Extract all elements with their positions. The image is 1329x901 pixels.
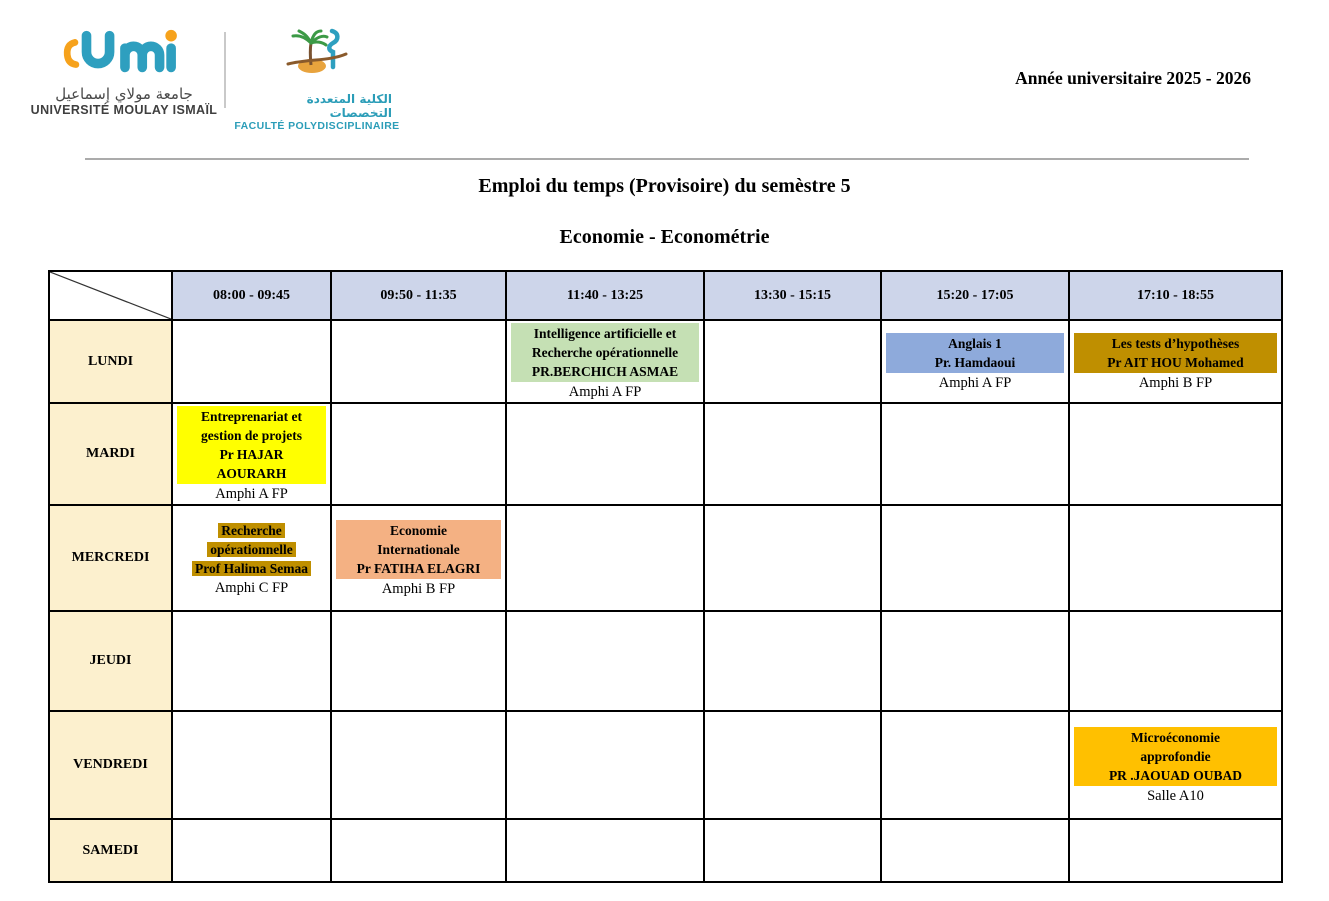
course-line: Recherche opérationnelle [531, 345, 679, 360]
course-line: AOURARH [216, 466, 287, 481]
time-header-row [49, 271, 1282, 320]
schedule-cell [506, 320, 704, 403]
schedule-cell [1069, 320, 1282, 403]
page-title: Emploi du temps (Provisoire) du semèstre 5 [478, 175, 851, 197]
schedule-cell [331, 403, 506, 505]
course-line [177, 521, 326, 540]
course-block [511, 323, 699, 382]
course-line: Pr. Hamdaoui [934, 354, 1016, 370]
faculty-name-latin: FACULTÉ POLYDISCIPLINAIRE [234, 120, 400, 132]
room-label: Amphi B FP [1138, 374, 1213, 391]
room-label: Amphi A FP [568, 384, 642, 400]
schedule-cell [704, 403, 881, 505]
schedule-cell [1069, 611, 1282, 711]
course-block [177, 406, 326, 484]
course-line: Pr FATIHA ELAGRI [356, 560, 481, 576]
schedule-cell [172, 611, 331, 711]
university-name-arabic: جامعة مولاي إسماعيل [55, 85, 193, 103]
page-header [0, 0, 1329, 132]
room-label: Amphi A FP [215, 486, 288, 502]
course-line: Anglais 1 [948, 335, 1002, 351]
day-label: SAMEDI [49, 819, 172, 882]
schedule-cell [331, 505, 506, 611]
course-line [177, 559, 326, 578]
palm-tree-icon [284, 28, 350, 91]
course-block [1074, 727, 1277, 786]
university-name-latin: UNIVERSITÉ MOULAY ISMAÏL [30, 103, 218, 117]
time-slot-header: 11:40 - 13:25 [506, 271, 704, 320]
day-label: MERCREDI [49, 505, 172, 611]
schedule-cell [331, 320, 506, 403]
corner-diagonal-icon [50, 272, 171, 319]
time-slot-header: 09:50 - 11:35 [331, 271, 506, 320]
logos-block [30, 28, 400, 132]
room-label: Salle A10 [1147, 787, 1204, 804]
room-label: Amphi C FP [214, 579, 289, 596]
schedule-cell [1069, 819, 1282, 882]
course-line-highlight: Recherche [218, 523, 284, 538]
logo-divider [224, 32, 226, 108]
course-line: Intelligence artificielle et [533, 326, 677, 341]
academic-year: Année universitaire 2025 - 2026 [1015, 68, 1251, 88]
day-row [49, 320, 1282, 403]
course-line: Economie [390, 522, 447, 538]
schedule-cell [506, 711, 704, 819]
course-line: PR .JAOUAD OUBAD [1108, 767, 1243, 783]
course-line: Entreprenariat et [200, 409, 303, 424]
schedule-cell [506, 819, 704, 882]
horizontal-rule [85, 158, 1249, 160]
schedule-cell [331, 819, 506, 882]
day-row [49, 403, 1282, 505]
schedule-cell [331, 711, 506, 819]
day-label: MARDI [49, 403, 172, 505]
schedule-cell [704, 505, 881, 611]
day-label: JEUDI [49, 611, 172, 711]
day-row [49, 711, 1282, 819]
schedule-cell [704, 611, 881, 711]
schedule-cell [704, 320, 881, 403]
schedule-cell [506, 403, 704, 505]
university-logo [30, 28, 218, 117]
course-block [177, 521, 326, 578]
room-label: Amphi A FP [938, 374, 1012, 391]
schedule-cell [704, 711, 881, 819]
time-slot-header: 13:30 - 15:15 [704, 271, 881, 320]
timetable [48, 270, 1283, 883]
course-line: Internationale [377, 541, 460, 557]
time-slot-header: 15:20 - 17:05 [881, 271, 1069, 320]
course-line-highlight: opérationnelle [207, 542, 296, 557]
schedule-cell [172, 320, 331, 403]
time-slot-header: 17:10 - 18:55 [1069, 271, 1282, 320]
schedule-cell [881, 711, 1069, 819]
course-line: approfondie [1140, 748, 1211, 764]
day-label: VENDREDI [49, 711, 172, 819]
time-slot-header: 08:00 - 09:45 [172, 271, 331, 320]
schedule-cell [172, 403, 331, 505]
schedule-cell [1069, 505, 1282, 611]
schedule-cell [172, 819, 331, 882]
schedule-cell [172, 505, 331, 611]
schedule-cell [506, 505, 704, 611]
room-label: Amphi B FP [381, 580, 456, 597]
course-block [886, 333, 1064, 373]
schedule-cell [881, 611, 1069, 711]
course-line-highlight: Prof Halima Semaa [192, 561, 311, 576]
schedule-cell [704, 819, 881, 882]
schedule-cell [331, 611, 506, 711]
course-line: gestion de projets [201, 428, 302, 443]
schedule-cell [1069, 403, 1282, 505]
day-row [49, 819, 1282, 882]
corner-cell [49, 271, 172, 320]
schedule-cell [172, 711, 331, 819]
page-subtitle: Economie - Econométrie [559, 226, 770, 248]
course-line: PR.BERCHICH ASMAE [531, 364, 679, 379]
schedule-cell [881, 320, 1069, 403]
schedule-cell [881, 505, 1069, 611]
umi-logo-icon [49, 28, 199, 83]
day-row [49, 611, 1282, 711]
course-line: Microéconomie [1131, 729, 1220, 745]
course-block [336, 520, 501, 579]
day-row [49, 505, 1282, 611]
schedule-cell [1069, 711, 1282, 819]
day-label: LUNDI [49, 320, 172, 403]
course-block [1074, 333, 1277, 373]
course-line: Les tests d’hypothèses [1111, 335, 1240, 351]
faculty-logo [234, 28, 400, 132]
course-line: Pr HAJAR [219, 447, 284, 462]
faculty-name-arabic: الكلية المتعددة التخصصات [306, 92, 392, 120]
schedule-cell [506, 611, 704, 711]
schedule-cell [881, 403, 1069, 505]
schedule-cell [881, 819, 1069, 882]
course-line: Pr AIT HOU Mohamed [1107, 354, 1244, 370]
course-line [177, 540, 326, 559]
